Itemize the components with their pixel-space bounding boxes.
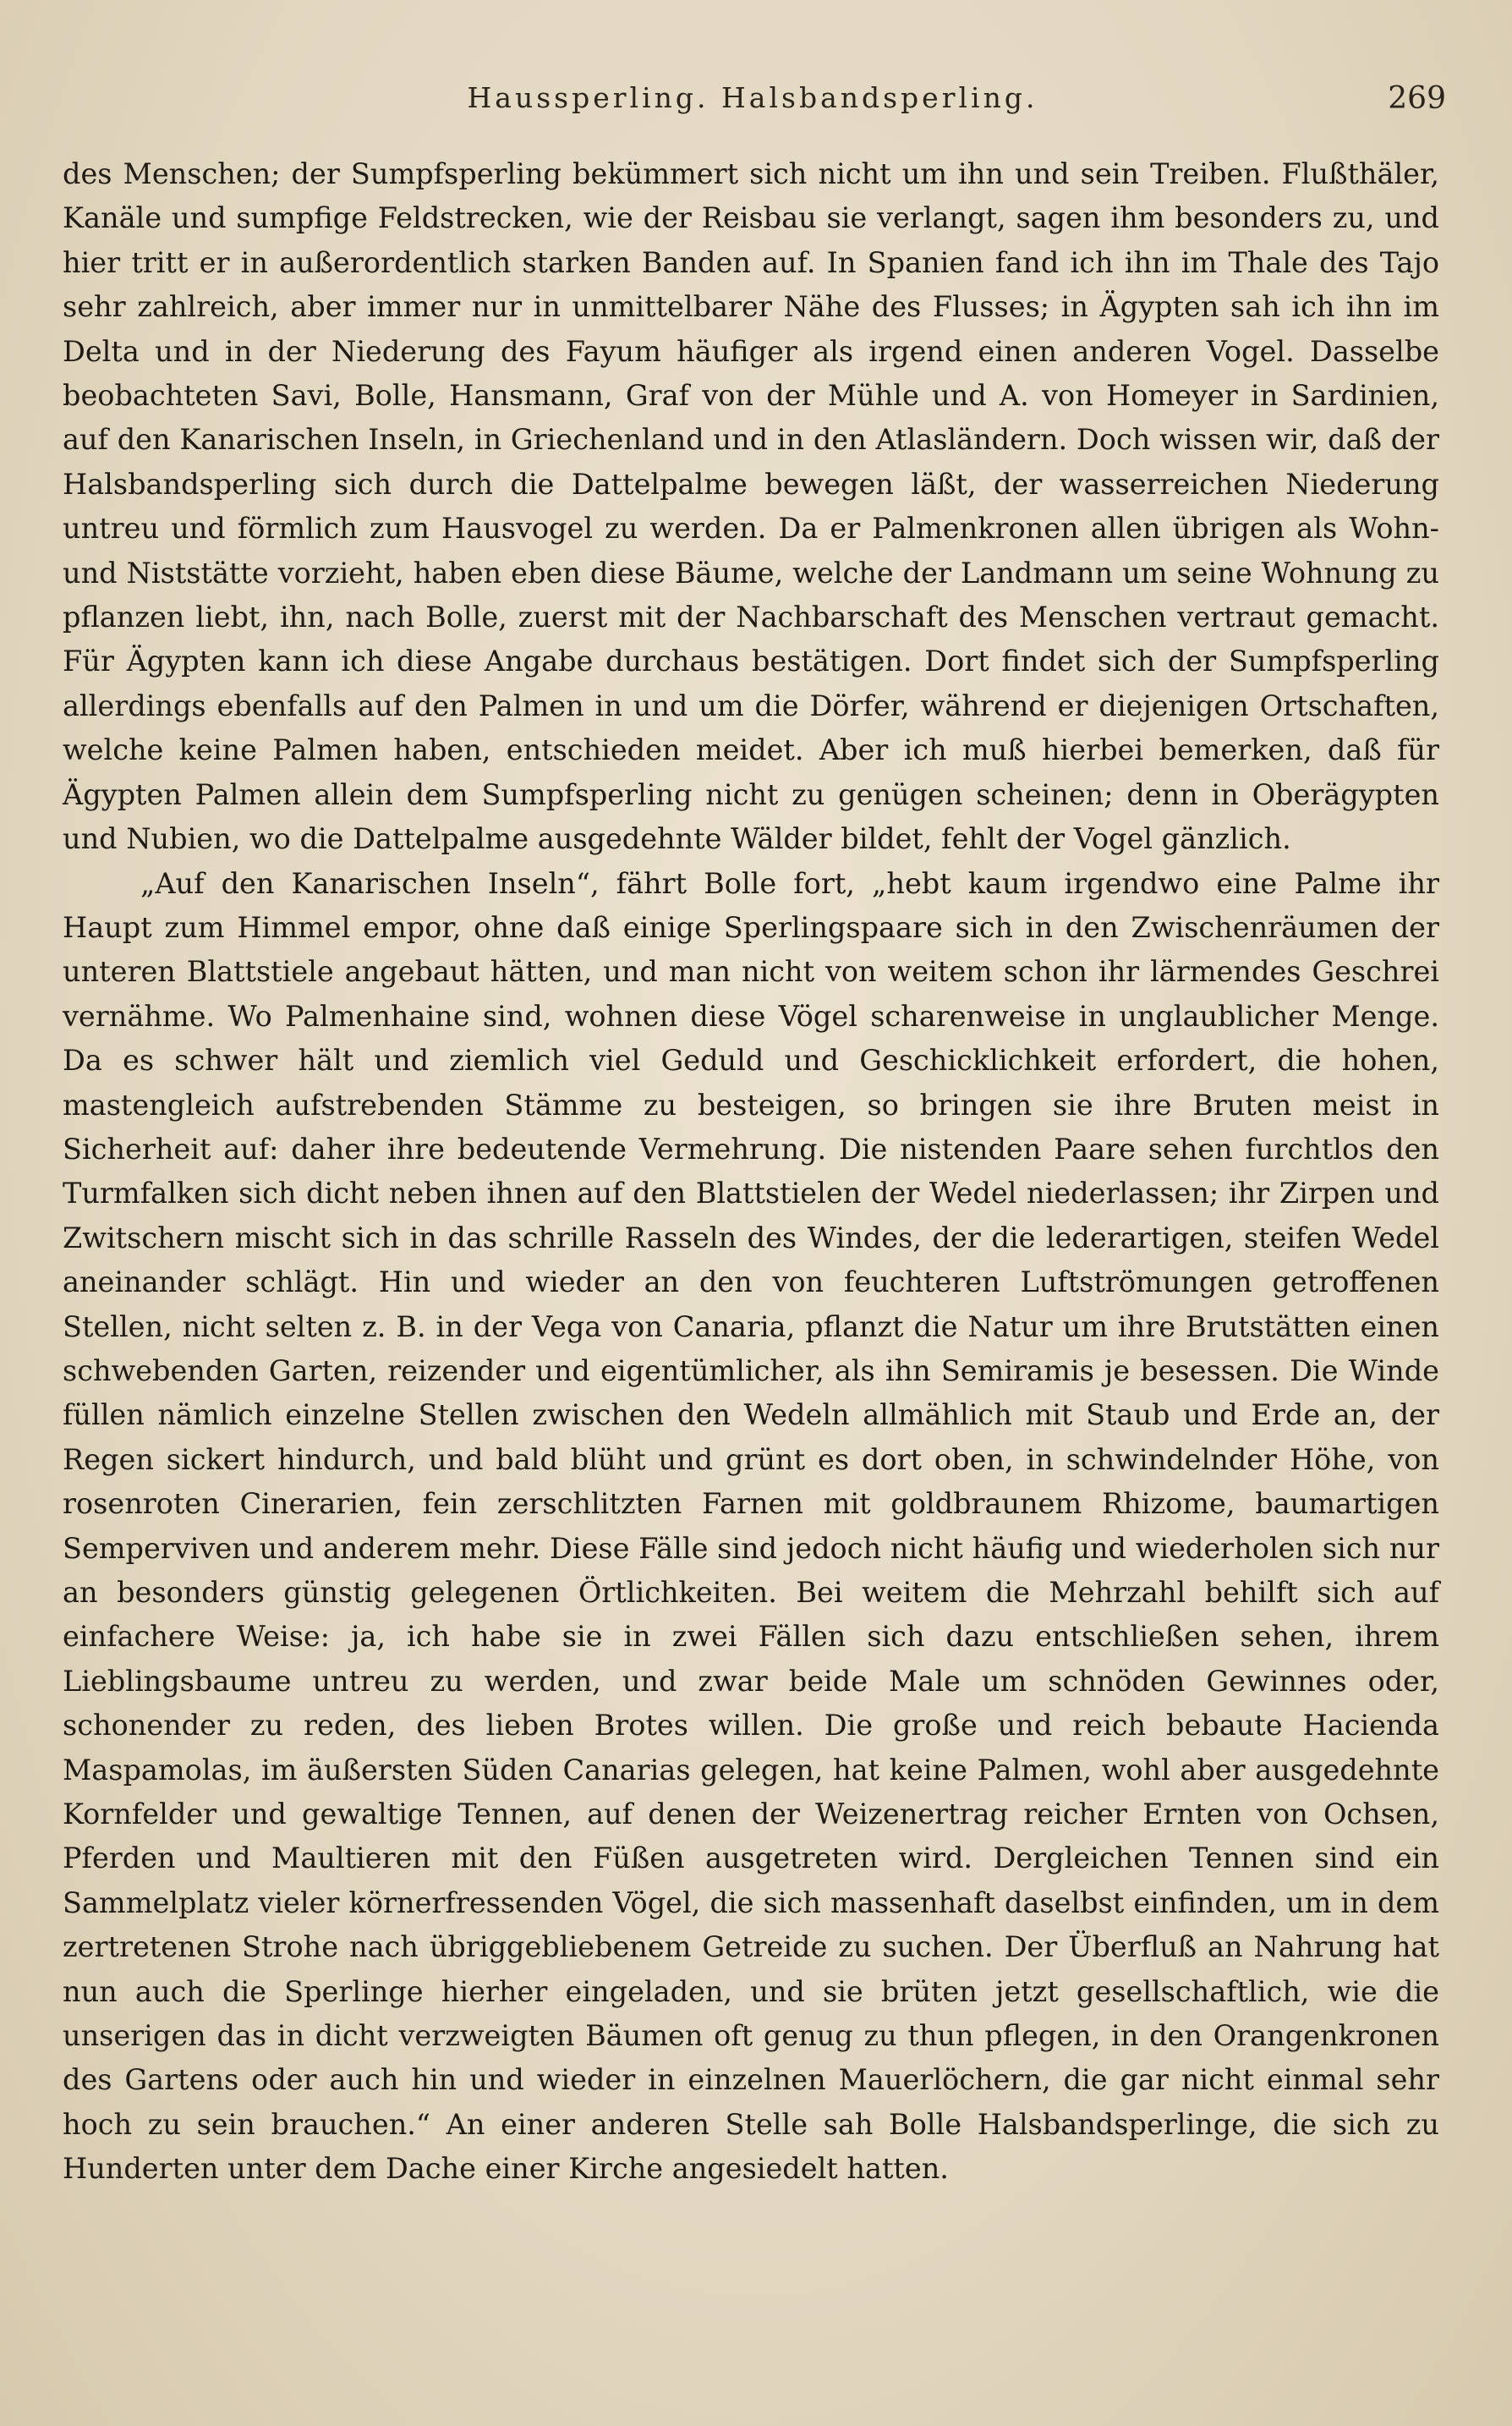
running-head (68, 81, 1446, 132)
running-title: Haussperling. Halsbandsperling. (467, 81, 1038, 114)
body-text (63, 152, 1439, 2192)
paragraph: „Auf den Kanarischen Inseln“, fährt Bolle fort, „hebt kaum irgendwo eine Palme ihr Haupt zum Himmel empor, ohne daß einige Sperlingspaare sich in den Zwischenräumen der unteren Blattstiele angebaut hätten, und man nicht von weitem schon ihr lärmendes Geschrei vernähme. Wo Palmenhaine sind, wohnen diese Vögel scharenweise in unglaublicher Menge. Da es schwer hält und ziemlich viel Geduld und Geschicklichkeit erfordert, die hohen, mastengleich aufstrebenden Stämme zu besteigen, so bringen sie ihre Bruten meist in Sicherheit auf: daher ihre bedeutende Vermehrung. Die nistenden Paare sehen furchtlos den Turmfalken sich dicht neben ihnen auf den Blattstielen der Wedel niederlassen; ihr Zirpen und Zwitschern mischt sich in das schrille Rasseln des Windes, der die lederartigen, steifen Wedel aneinander schlägt. Hin und wieder an den von feuchteren Luftströmungen getroffenen Stellen, nicht selten z. B. in der Vega von Canaria, pflanzt die Natur um ihre Brutstätten einen schwebenden Garten, reizender und eigentümlicher, als ihn Semiramis je besessen. Die Winde füllen nämlich einzelne Stellen zwischen den Wedeln allmählich mit Staub und Erde an, der Regen sickert hindurch, und bald blüht und grünt es dort oben, in schwindelnder Höhe, von rosenroten Cinerarien, fein zerschlitzten Farnen mit goldbraunem Rhizome, baumartigen Semperviven und anderem mehr. Diese Fälle sind jedoch nicht häufig und wiederholen sich nur an besonders günstig gelegenen Örtlichkeiten. Bei weitem die Mehrzahl behilft sich auf einfachere Weise: ja, ich habe sie in zwei Fällen sich dazu entschließen sehen, ihrem Lieblingsbaume untreu zu werden, und zwar beide Male um schnöden Gewinnes oder, schonender zu reden, des lieben Brotes willen. Die große und reich bebaute Hacienda Maspamolas, im äußersten Süden Canarias gelegen, hat keine Palmen, wohl aber ausgedehnte Kornfelder und gewaltige Tennen, auf denen der Weizenertrag reicher Ernten von Ochsen, Pferden und Maultieren mit den Füßen ausgetreten wird. Dergleichen Tennen sind ein Sammelplatz vieler körnerfressenden Vögel, die sich massenhaft daselbst einfinden, um in dem zertretenen Strohe nach übriggebliebenem Getreide zu suchen. Der Überfluß an Nahrung hat nun auch die Sperlinge hierher eingeladen, und sie brüten jetzt gesellschaftlich, wie die unserigen das in dicht verzweigten Bäumen oft genug zu thun pflegen, in den Orangenkronen des Gartens oder auch hin und wieder in einzelnen Mauerlöchern, die gar nicht einmal sehr hoch zu sein brauchen.“ An einer anderen Stelle sah Bolle Halsbandsperlinge, die sich zu Hunderten unter dem Dache einer Kirche angesiedelt hatten. (63, 866, 1439, 2186)
page-number: 269 (1388, 81, 1446, 116)
paragraph: des Menschen; der Sumpfsperling bekümmert sich nicht um ihn und sein Treiben. Flußthäler, Kanäle und sumpfige Feldstrecken, wie der Reisbau sie verlangt, sagen ihm besonders zu, und hier tritt er in außerordentlich starken Banden auf. In Spanien fand ich ihn im Thale des Tajo sehr zahlreich, aber immer nur in unmittelbarer Nähe des Flusses; in Ägypten sah ich ihn im Delta und in der Niederung des Fayum häufiger als irgend einen anderen Vogel. Dasselbe beobachteten Savi, Bolle, Hansmann, Graf von der Mühle und A. von Homeyer in Sardinien, auf den Kanarischen Inseln, in Griechenland und in den Atlasländern. Doch wissen wir, daß der Halsbandsperling sich durch die Dattelpalme bewegen läßt, der wasserreichen Niederung untreu und förmlich zum Hausvogel zu werden. Da er Palmenkronen allen übrigen als Wohn- und Niststätte vorzieht, haben eben diese Bäume, welche der Landmann um seine Wohnung zu pflanzen liebt, ihn, nach Bolle, zuerst mit der Nachbarschaft des Menschen vertraut gemacht. Für Ägypten kann ich diese Angabe durchaus bestätigen. Dort findet sich der Sumpfsperling allerdings ebenfalls auf den Palmen in und um die Dörfer, während er diejenigen Ortschaften, welche keine Palmen haben, entschieden meidet. Aber ich muß hierbei bemerken, daß für Ägypten Palmen allein dem Sumpfsperling nicht zu genügen scheinen; denn in Oberägypten und Nubien, wo die Dattelpalme ausgedehnte Wälder bildet, fehlt der Vogel gänzlich. (63, 157, 1439, 856)
